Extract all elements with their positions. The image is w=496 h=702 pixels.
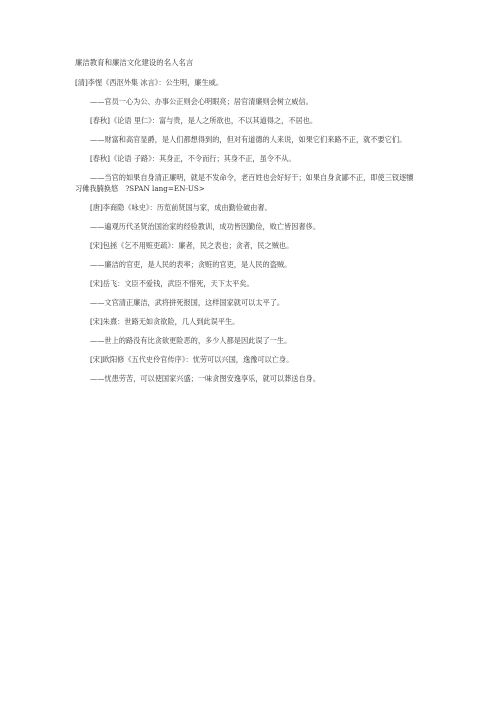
- quote-explanation: ——文官清正廉洁，武将拼死报国，这样国家就可以太平了。: [90, 298, 285, 307]
- quote-paragraph: [春秋]《论语 里仁》：富与贵，是人之所欲也，不以其道得之，不居也。: [90, 116, 318, 125]
- quote-paragraph: [宋]包拯《乞不用赃吏疏》：廉者，民之表也；贪者，民之贼也。: [90, 241, 294, 250]
- quote-explanation: ——世上的路没有比贪欲更险恶的，多少人都是因此误了一生。: [90, 336, 292, 345]
- quote-explanation: ——遍观历代圣贤治国治家的经验教训，成功皆因勤俭，败亡皆因奢侈。: [90, 222, 321, 231]
- quote-paragraph: [唐]李商隐《咏史》：历览前贤国与家，成由勤俭破由奢。: [90, 203, 272, 212]
- quote-paragraph: [清]李惺《西沤外集 冰言》：公生明，廉生威。: [75, 78, 224, 87]
- document-page: [75, 58, 425, 392]
- quote-explanation: ——官员一心为公、办事公正则会心明眼亮；居官清廉则会树立威信。: [90, 97, 313, 106]
- document-title: 廉洁教育和廉洁文化建设的名人名言: [75, 58, 194, 67]
- quote-paragraph: [宋]岳飞：文臣不爱钱，武臣不惜死，天下太平矣。: [90, 279, 254, 288]
- quote-paragraph: [春秋]《论语 子路》：其身正，不令而行；其身不正，虽令不从。: [90, 154, 296, 163]
- quote-explanation: ——忧患劳苦，可以使国家兴盛；一味贪图安逸享乐，就可以葬送自身。: [90, 374, 321, 383]
- quote-explanation: ——财富和高官显爵，是人们都想得到的，但对有道德的人来说，如果它们来路不正，就不要它们。: [90, 135, 407, 144]
- quote-explanation: ——当官的如果自身清正廉明，就是不发命令，老百姓也会好好干；如果自身贪鄙不正，即使三钗逐犢 习傩我腩换悠 ?SPAN lang=EN-US>: [75, 173, 421, 193]
- quote-paragraph: [宋]欧阳修《五代史伶官传序》：忧劳可以兴国，逸豫可以亡身。: [90, 355, 294, 364]
- quote-paragraph: [宋]朱熹：世路无如贪欲险，几人到此误平生。: [90, 317, 240, 326]
- quote-explanation: ——廉洁的官吏，是人民的表率；贪赃的官吏，是人民的盗贼。: [90, 260, 292, 269]
